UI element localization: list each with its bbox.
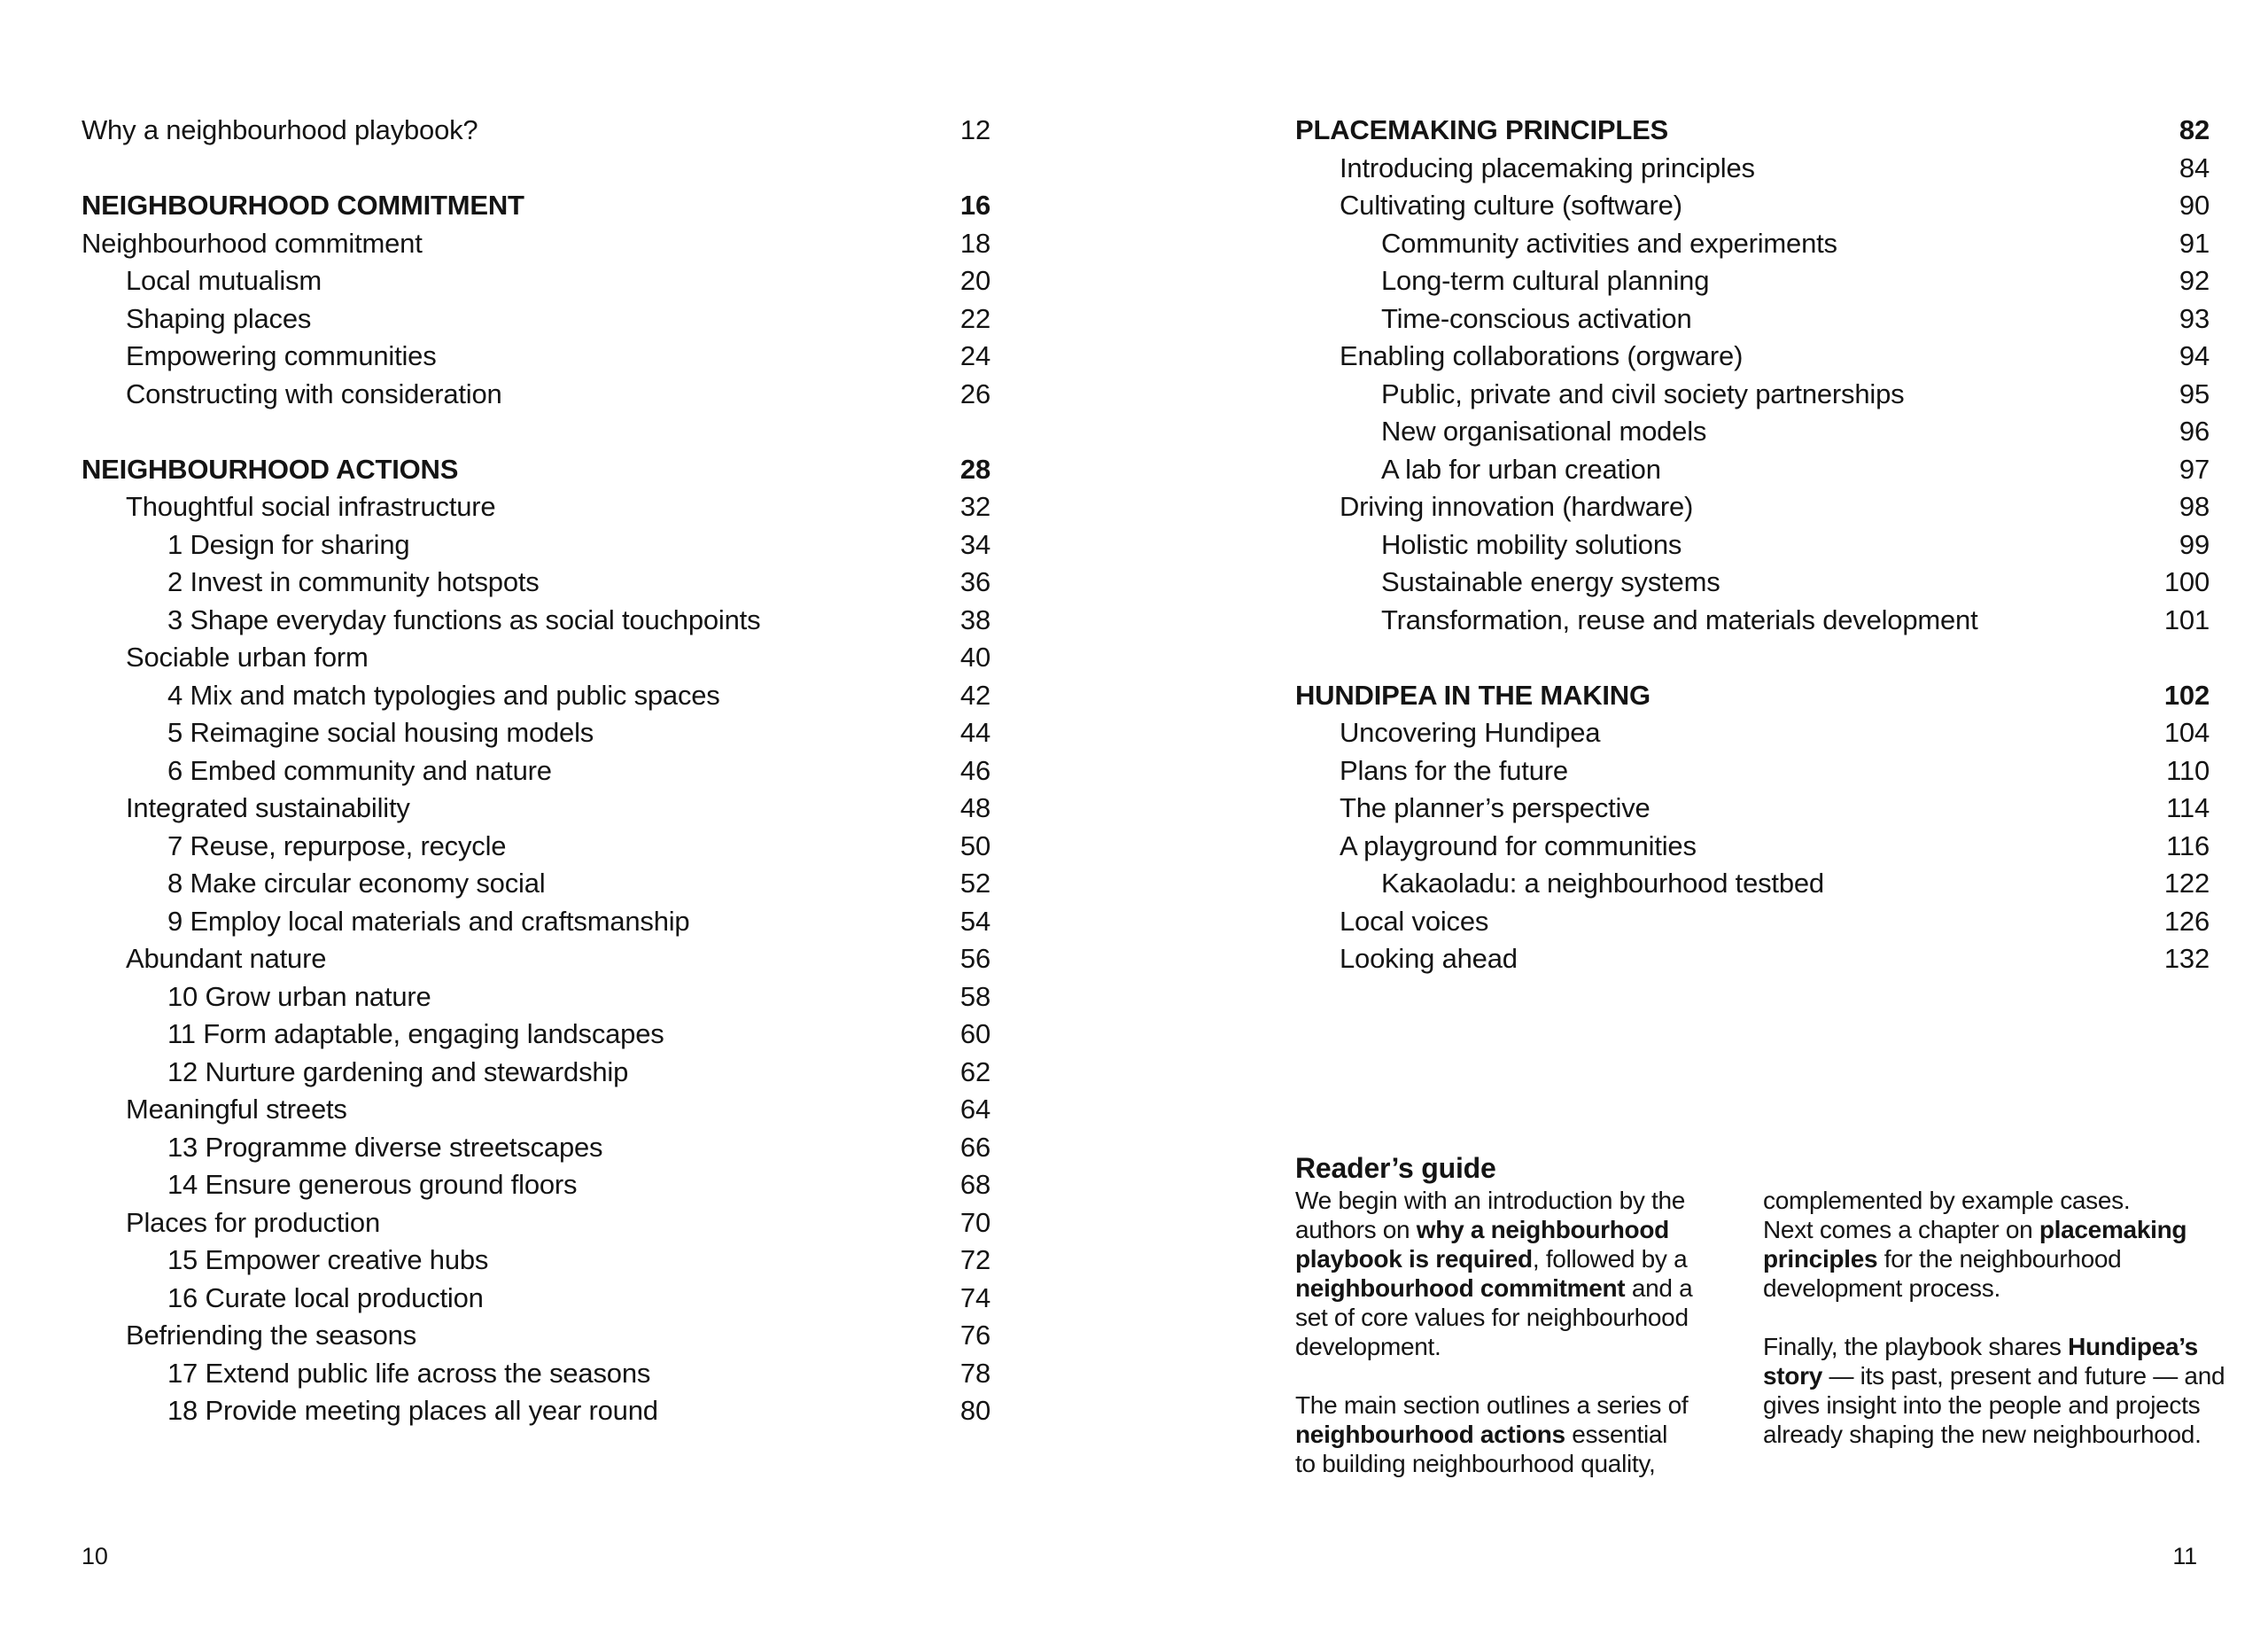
toc-entry-page-number: 80 [959, 1395, 990, 1426]
toc-entry-label: Plans for the future [1340, 754, 1568, 786]
toc-entry [1295, 828, 2210, 866]
toc-entry-label: 9 Employ local materials and craftsmanship [167, 905, 690, 937]
toc-entry [82, 602, 990, 640]
toc-entry-label: Introducing placemaking principles [1340, 152, 1755, 183]
toc-entry [1295, 526, 2210, 565]
toc-entry-page-number: 34 [959, 528, 990, 560]
toc-entry [82, 752, 990, 790]
toc-entry-page-number: 38 [959, 603, 990, 635]
toc-entry-label: Kakaoladu: a neighbourhood testbed [1381, 868, 1824, 899]
toc-entry-page-number: 16 [959, 190, 990, 221]
toc-entry-label: 16 Curate local production [167, 1281, 484, 1313]
toc-entry-page-number: 56 [959, 943, 990, 974]
toc-entry-label: Transformation, reuse and materials development [1381, 603, 1978, 635]
toc-entry [1295, 376, 2210, 414]
toc-entry-page-number: 90 [2179, 190, 2210, 221]
toc-entry-page-number: 93 [2179, 302, 2210, 334]
toc-entry [1295, 677, 2210, 715]
toc-entry-page-number: 22 [959, 302, 990, 334]
toc-entry-page-number: 95 [2179, 378, 2210, 409]
toc-entry [82, 1204, 990, 1242]
toc-entry [82, 677, 990, 715]
toc-entry-page-number: 126 [2163, 905, 2210, 937]
toc-entry-page-number: 60 [959, 1018, 990, 1049]
readers-guide-title: Reader’s guide [1295, 1151, 1496, 1184]
toc-entry-label: Sustainable energy systems [1381, 566, 1720, 597]
toc-entry-label: 11 Form adaptable, engaging landscapes [167, 1018, 664, 1049]
readers-guide-line: neighbourhood actions essential [1295, 1421, 1668, 1448]
toc-entry-label: Meaningful streets [126, 1094, 347, 1125]
readers-guide-paragraph [1763, 1186, 2224, 1303]
toc-entry-page-number: 82 [2179, 114, 2210, 145]
toc-entry-page-number: 18 [959, 227, 990, 259]
toc-entry-label: The planner’s perspective [1340, 792, 1651, 823]
toc-entry-label: New organisational models [1381, 416, 1707, 447]
toc-entry [1295, 338, 2210, 376]
toc-entry-page-number: 66 [959, 1131, 990, 1163]
readers-guide-line: development. [1295, 1333, 1441, 1360]
toc-entry-label: 2 Invest in community hotspots [167, 566, 540, 597]
toc-entry-label: 13 Programme diverse streetscapes [167, 1131, 603, 1163]
readers-guide-paragraph [1295, 1390, 1738, 1478]
toc-entry-label: 17 Extend public life across the seasons [167, 1357, 651, 1389]
toc-entry [1295, 187, 2210, 225]
toc-entry [1295, 602, 2210, 640]
toc-entry [82, 639, 990, 677]
toc-entry-page-number: 76 [959, 1320, 990, 1351]
readers-guide-line: Finally, the playbook shares Hundipea’s [1763, 1333, 2198, 1360]
toc-entry-label: 14 Ensure generous ground floors [167, 1169, 578, 1200]
toc-left-column [82, 112, 990, 1430]
toc-entry [1295, 300, 2210, 339]
readers-guide-line: to building neighbourhood quality, [1295, 1450, 1656, 1477]
toc-entry-label: Shaping places [126, 302, 312, 334]
toc-entry-label: A playground for communities [1340, 829, 1697, 861]
toc-entry [82, 1392, 990, 1430]
toc-entry-label: Neighbourhood commitment [82, 227, 423, 259]
toc-entry-page-number: 20 [959, 265, 990, 296]
readers-guide-paragraph [1763, 1332, 2224, 1449]
toc-entry-label: Long-term cultural planning [1381, 265, 1710, 296]
toc-entry-label: Abundant nature [126, 943, 327, 974]
toc-entry-page-number: 104 [2163, 717, 2210, 748]
toc-entry-label: 7 Reuse, repurpose, recycle [167, 829, 507, 861]
toc-entry-label: Thoughtful social infrastructure [126, 491, 496, 522]
toc-entry [82, 940, 990, 978]
toc-entry [1295, 413, 2210, 451]
readers-guide-line: Next comes a chapter on placemaking [1763, 1216, 2187, 1243]
toc-entry [1295, 752, 2210, 790]
readers-guide-line: gives insight into the people and projects [1763, 1391, 2201, 1419]
toc-entry-page-number: 99 [2179, 528, 2210, 560]
toc-entry [82, 1054, 990, 1092]
toc-entry-page-number: 42 [959, 679, 990, 711]
toc-entry-label: 10 Grow urban nature [167, 980, 431, 1012]
toc-right-column [1295, 112, 2210, 978]
toc-entry-label: HUNDIPEA IN THE MAKING [1295, 679, 1651, 711]
toc-entry [82, 262, 990, 300]
toc-entry-label: 8 Make circular economy social [167, 868, 546, 899]
toc-entry-label: Befriending the seasons [126, 1320, 417, 1351]
toc-entry [1295, 225, 2210, 263]
readers-guide-column-1 [1295, 1186, 1738, 1478]
toc-entry [1295, 150, 2210, 188]
toc-entry-label: 5 Reimagine social housing models [167, 717, 594, 748]
toc-entry [82, 1016, 990, 1054]
toc-entry-page-number: 97 [2179, 453, 2210, 485]
toc-entry [82, 1280, 990, 1318]
toc-entry-label: 18 Provide meeting places all year round [167, 1395, 658, 1426]
readers-guide-line: development process. [1763, 1274, 2000, 1302]
readers-guide-line: neighbourhood commitment and a [1295, 1274, 1693, 1302]
toc-entry [1295, 564, 2210, 602]
toc-entry-label: 4 Mix and match typologies and public spaces [167, 679, 720, 711]
toc-entry-page-number: 72 [959, 1244, 990, 1275]
readers-guide-column-2 [1763, 1186, 2224, 1449]
toc-entry-page-number: 91 [2179, 227, 2210, 259]
toc-entry-page-number: 62 [959, 1055, 990, 1087]
toc-entry-page-number: 84 [2179, 152, 2210, 183]
readers-guide-line: playbook is required, followed by a [1295, 1245, 1688, 1273]
toc-entry-label: Community activities and experiments [1381, 227, 1837, 259]
toc-entry [82, 1091, 990, 1129]
toc-entry [82, 790, 990, 828]
readers-guide-line: authors on why a neighbourhood [1295, 1216, 1669, 1243]
toc-entry-label: Local mutualism [126, 265, 322, 296]
toc-entry-page-number: 44 [959, 717, 990, 748]
toc-entry [82, 112, 990, 150]
toc-entry-label: NEIGHBOURHOOD ACTIONS [82, 453, 459, 485]
toc-entry-page-number: 100 [2163, 566, 2210, 597]
toc-entry-label: 3 Shape everyday functions as social touchpoints [167, 603, 761, 635]
toc-entry [82, 300, 990, 339]
toc-entry [82, 903, 990, 941]
toc-entry [82, 1242, 990, 1280]
toc-entry-label: 1 Design for sharing [167, 528, 410, 560]
toc-entry [1295, 112, 2210, 150]
toc-entry [1295, 262, 2210, 300]
toc-entry [82, 1129, 990, 1167]
toc-entry-page-number: 68 [959, 1169, 990, 1200]
toc-entry [82, 376, 990, 414]
readers-guide-line: complemented by example cases. [1763, 1187, 2131, 1214]
toc-entry-label: 12 Nurture gardening and stewardship [167, 1055, 629, 1087]
toc-entry-page-number: 58 [959, 980, 990, 1012]
toc-entry [1295, 790, 2210, 828]
toc-entry [1295, 488, 2210, 526]
readers-guide-line: story — its past, present and future — and [1763, 1362, 2225, 1390]
toc-entry [82, 714, 990, 752]
toc-entry-label: 6 Embed community and nature [167, 754, 552, 786]
toc-entry-page-number: 92 [2179, 265, 2210, 296]
toc-entry-page-number: 50 [959, 829, 990, 861]
toc-entry-label: Looking ahead [1340, 943, 1518, 974]
toc-entry-page-number: 64 [959, 1094, 990, 1125]
toc-entry-page-number: 96 [2179, 416, 2210, 447]
toc-entry-page-number: 110 [2166, 754, 2210, 786]
toc-entry-label: Cultivating culture (software) [1340, 190, 1682, 221]
toc-entry [1295, 451, 2210, 489]
toc-entry-label: Sociable urban form [126, 642, 369, 673]
toc-entry-label: Local voices [1340, 905, 1489, 937]
toc-entry-page-number: 78 [959, 1357, 990, 1389]
toc-entry-page-number: 132 [2163, 943, 2210, 974]
toc-entry-label: Integrated sustainability [126, 792, 410, 823]
toc-entry [82, 978, 990, 1016]
readers-guide-line: already shaping the new neighbourhood. [1763, 1421, 2202, 1448]
toc-entry [82, 488, 990, 526]
toc-entry [1295, 714, 2210, 752]
toc-entry-page-number: 40 [959, 642, 990, 673]
toc-entry-label: Why a neighbourhood playbook? [82, 114, 478, 145]
toc-entry-page-number: 54 [959, 905, 990, 937]
toc-entry [1295, 940, 2210, 978]
toc-entry-label: Holistic mobility solutions [1381, 528, 1682, 560]
toc-entry-label: Enabling collaborations (orgware) [1340, 340, 1744, 371]
readers-guide-paragraph [1295, 1186, 1738, 1361]
toc-entry [82, 1355, 990, 1393]
toc-entry [82, 451, 990, 489]
toc-entry [82, 1166, 990, 1204]
folio-page-number-left: 10 [82, 1543, 108, 1569]
toc-entry-page-number: 48 [959, 792, 990, 823]
toc-entry-page-number: 94 [2179, 340, 2210, 371]
readers-guide-line: The main section outlines a series of [1295, 1391, 1689, 1419]
toc-entry [82, 828, 990, 866]
folio-page-number-right: 11 [2172, 1543, 2197, 1569]
toc-entry [82, 564, 990, 602]
toc-entry [1295, 865, 2210, 903]
toc-entry-page-number: 32 [959, 491, 990, 522]
toc-entry-page-number: 70 [959, 1206, 990, 1238]
toc-entry [82, 338, 990, 376]
toc-entry [82, 187, 990, 225]
toc-entry-page-number: 12 [959, 114, 990, 145]
toc-entry-page-number: 116 [2166, 829, 2210, 861]
toc-entry-page-number: 36 [959, 566, 990, 597]
toc-entry-label: Constructing with consideration [126, 378, 502, 409]
toc-entry [82, 225, 990, 263]
toc-entry-label: 15 Empower creative hubs [167, 1244, 489, 1275]
toc-entry-label: Public, private and civil society partnerships [1381, 378, 1905, 409]
toc-entry-page-number: 102 [2163, 679, 2210, 711]
toc-entry-label: Places for production [126, 1206, 381, 1238]
toc-entry-page-number: 114 [2166, 792, 2210, 823]
readers-guide-line: We begin with an introduction by the [1295, 1187, 1686, 1214]
toc-entry [1295, 903, 2210, 941]
toc-entry-label: Uncovering Hundipea [1340, 717, 1601, 748]
toc-entry-page-number: 122 [2163, 868, 2210, 899]
toc-entry-label: Empowering communities [126, 340, 437, 371]
readers-guide-line: set of core values for neighbourhood [1295, 1304, 1689, 1331]
toc-entry-label: PLACEMAKING PRINCIPLES [1295, 114, 1669, 145]
toc-entry [82, 1317, 990, 1355]
toc-entry-page-number: 74 [959, 1281, 990, 1313]
toc-entry-page-number: 28 [959, 453, 990, 485]
toc-entry-label: NEIGHBOURHOOD COMMITMENT [82, 190, 524, 221]
toc-entry [82, 526, 990, 565]
toc-entry-page-number: 52 [959, 868, 990, 899]
toc-entry-page-number: 98 [2179, 491, 2210, 522]
toc-entry-page-number: 46 [959, 754, 990, 786]
readers-guide-line: principles for the neighbourhood [1763, 1245, 2122, 1273]
toc-entry-page-number: 101 [2163, 603, 2210, 635]
toc-entry [82, 865, 990, 903]
toc-entry-label: Driving innovation (hardware) [1340, 491, 1694, 522]
toc-entry-label: A lab for urban creation [1381, 453, 1661, 485]
toc-entry-label: Time-conscious activation [1381, 302, 1692, 334]
toc-entry-page-number: 24 [959, 340, 990, 371]
toc-entry-page-number: 26 [959, 378, 990, 409]
